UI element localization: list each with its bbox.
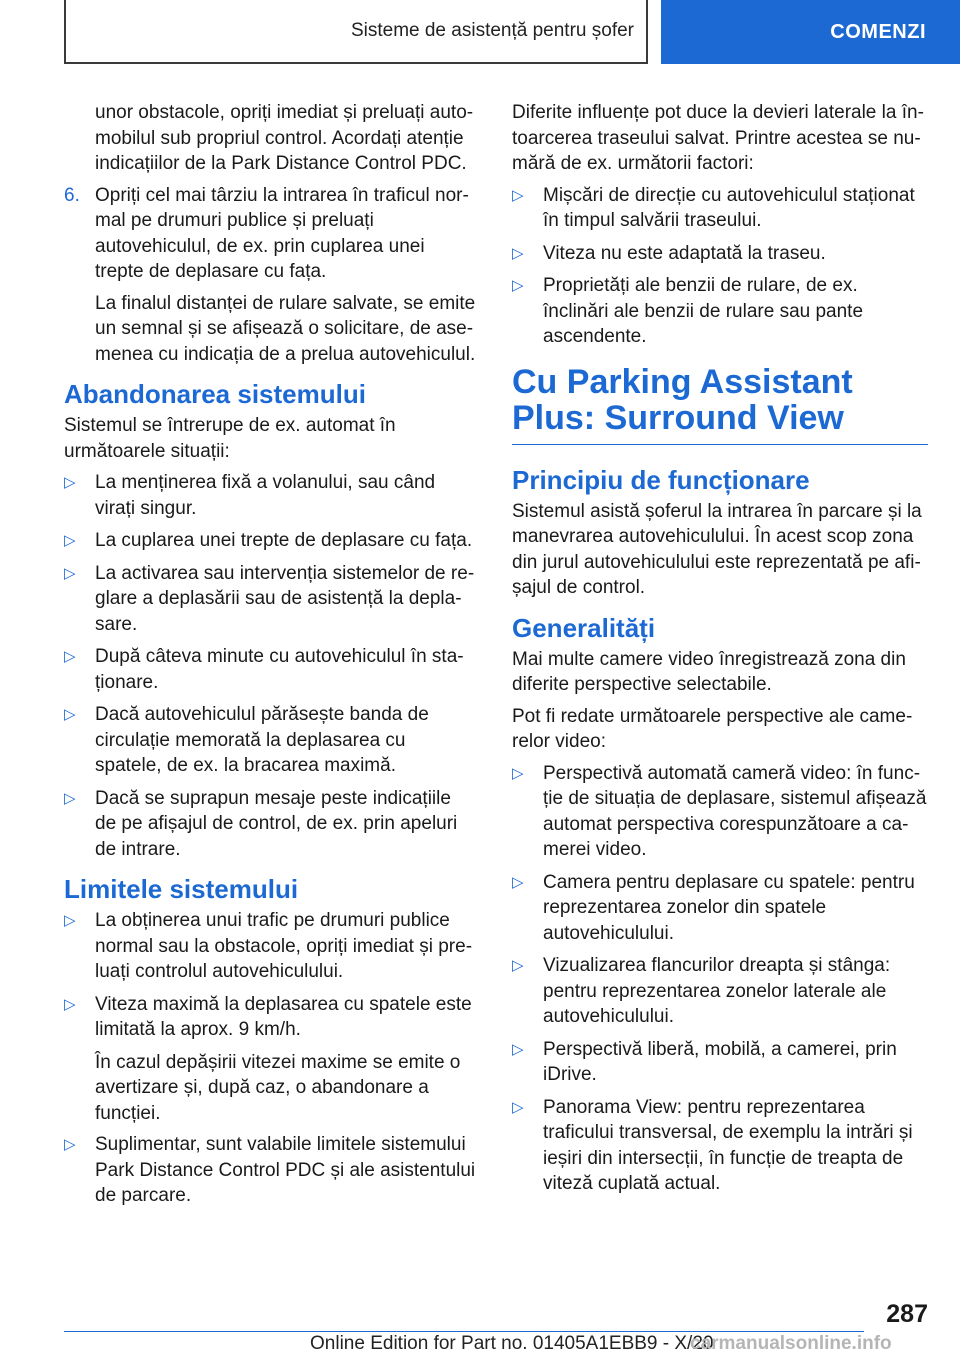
triangle-bullet-icon: ▷ <box>64 912 76 929</box>
triangle-bullet-icon: ▷ <box>64 564 76 582</box>
triangle-bullet-icon: ▷ <box>512 873 524 891</box>
list-item-text: Proprietăți ale benzii de rulare, de ex. înclinări ale benzii de rulare sau pante ascendente. <box>543 275 864 347</box>
list-item-text: La obținerea unui trafic pe drumuri publice normal sau la obstacole, opriți imediat și preluați controlul autovehiculului. <box>95 910 473 982</box>
principle-paragraph: Sistemul asistă șoferul la intrarea în parcare și la manevrarea autovehiculului. În acest scop zona din jurul autovehiculului este reprezentată pe afișajul de control. <box>512 500 922 598</box>
list-item-text: Mișcări de direcție cu autovehiculul staționat în timpul salvării traseului. <box>543 184 915 231</box>
triangle-bullet-icon: ▷ <box>64 648 76 665</box>
main-section-heading: Cu Parking Assistant Plus: Surround View <box>512 364 928 445</box>
list-item-text: Perspectivă liberă, mobilă, a camerei, prin iDrive. <box>543 1038 897 1085</box>
list-item <box>64 908 476 985</box>
footer-edition-text: Online Edition for Part no. 01405A1EBB9 - X/20 <box>310 1333 714 1354</box>
influences-intro: Diferite influențe pot duce la devieri laterale la întoarcerea traseului salvat. Printre acestea se numără de ex. următorii factori: <box>512 102 924 174</box>
general-paragraph-1: Mai multe camere video înregistrează zona din diferite perspective selectabile. <box>512 648 906 695</box>
step-text: Opriți cel mai târziu la intrarea în traficul normal pe drumuri publice și preluați autovehiculul, de ex. prin cuplarea unei trepte de deplasare cu fața. <box>95 184 469 282</box>
step-number: 6. <box>64 184 80 206</box>
list-item <box>512 761 928 863</box>
list-item-text: După câteva minute cu autovehiculul în staționare. <box>95 646 464 693</box>
triangle-bullet-icon: ▷ <box>64 706 76 723</box>
general-heading: Generalități <box>512 612 656 643</box>
principle-heading: Principiu de funcționare <box>512 464 810 495</box>
footer-watermark: carmanualsonline.info <box>690 1333 892 1354</box>
list-item-text: La menținerea fixă a volanului, sau când virați singur. <box>95 472 436 519</box>
list-item <box>64 528 476 554</box>
list-item <box>64 786 476 863</box>
list-item <box>512 241 928 267</box>
list-item-text: Dacă autovehiculul părăsește banda de circulație memorată la deplasarea cu spatele, de ex. la bracarea maximă. <box>95 704 429 776</box>
list-item-text: La cuplarea unei trepte de deplasare cu fața. <box>95 530 473 551</box>
triangle-bullet-icon: ▷ <box>64 1136 76 1153</box>
triangle-bullet-icon: ▷ <box>512 186 524 204</box>
header-tab-comenzi[interactable] <box>661 0 960 64</box>
triangle-bullet-icon: ▷ <box>512 957 524 974</box>
list-item-text: Panorama View: pentru reprezentarea traficului transversal, de exemplu la intrări și ieșiri din intersecții, în funcție de treapta de viteză cuplată actual. <box>543 1096 913 1194</box>
triangle-bullet-icon: ▷ <box>512 1040 524 1058</box>
list-item <box>512 273 928 350</box>
right-column <box>512 100 928 1204</box>
list-item-text: Camera pentru deplasare cu spatele: pentru reprezentarea zonelor din spatele autovehiculului. <box>543 871 915 944</box>
step-6-note: La finalul distanței de rulare salvate, se emite un semnal și se afișează o solicitare, de asemenea cu indicația de a prelua autovehiculul. <box>95 292 476 365</box>
list-item <box>512 953 928 1030</box>
list-item-text: Viteza maximă la deplasarea cu spatele este limitată la aprox. 9 km/h. <box>95 993 472 1040</box>
list-item-text: Perspectivă automată cameră video: în funcție de situația de deplasare, sistemul afișează automat perspectiva corespunzătoare a camerei video. <box>543 762 927 860</box>
list-item-text: Dacă se suprapun mesaje peste indicațiile de pe afișajul de control, de ex. prin apeluri de intrare. <box>95 787 458 860</box>
triangle-bullet-icon: ▷ <box>512 1098 524 1116</box>
triangle-bullet-icon: ▷ <box>64 532 76 549</box>
list-item-text: Suplimentar, sunt valabile limitele sistemului Park Distance Control PDC și ale asistentului de parcare. <box>95 1134 476 1206</box>
limits-heading: Limitele sistemului <box>64 874 299 904</box>
triangle-bullet-icon: ▷ <box>512 764 524 782</box>
list-item-text: Viteza nu este adaptată la traseu. <box>543 242 826 264</box>
list-item <box>64 992 476 1043</box>
triangle-bullet-icon: ▷ <box>64 789 76 807</box>
triangle-bullet-icon: ▷ <box>64 995 76 1013</box>
general-paragraph-2: Pot fi redate următoarele perspective ale camerelor video: <box>512 705 913 752</box>
list-item-text: La activarea sau intervenția sistemelor de reglare a deplasării sau de asistență la deplasare. <box>95 562 475 635</box>
continuation-paragraph: unor obstacole, opriți imediat și preluați automobilul sub propriul control. Acordați atenție indicațiilor de la Park Distance Control PDC. <box>95 102 474 174</box>
abandon-heading: Abandonarea sistemului <box>64 379 366 409</box>
list-item <box>64 561 476 638</box>
triangle-bullet-icon: ▷ <box>512 277 524 294</box>
triangle-bullet-icon: ▷ <box>64 474 76 491</box>
list-item <box>64 470 476 521</box>
page-number: 287 <box>886 1300 928 1328</box>
triangle-bullet-icon: ▷ <box>512 244 524 262</box>
list-item <box>512 1095 928 1197</box>
list-item-text: Vizualizarea flancurilor dreapta și stânga: pentru reprezentarea zonelor laterale ale autovehiculului. <box>543 955 891 1027</box>
footer-divider <box>64 1331 864 1332</box>
list-item <box>512 183 928 234</box>
tab-label: COMENZI <box>830 20 926 43</box>
section-title-text: Sisteme de asistență pentru șofer <box>350 20 634 41</box>
left-column <box>64 100 476 1216</box>
list-item <box>64 702 476 779</box>
list-item <box>64 1132 476 1209</box>
list-item <box>64 644 476 695</box>
limits-bullet-note: În cazul depășirii vitezei maxime se emite o avertizare și, după caz, o abandonare a funcției. <box>95 1051 461 1124</box>
header-section-title <box>64 0 648 64</box>
list-item <box>512 870 928 947</box>
abandon-intro: Sistemul se întrerupe de ex. automat în următoarele situații: <box>64 415 396 462</box>
step-6 <box>64 183 476 285</box>
list-item <box>512 1037 928 1088</box>
